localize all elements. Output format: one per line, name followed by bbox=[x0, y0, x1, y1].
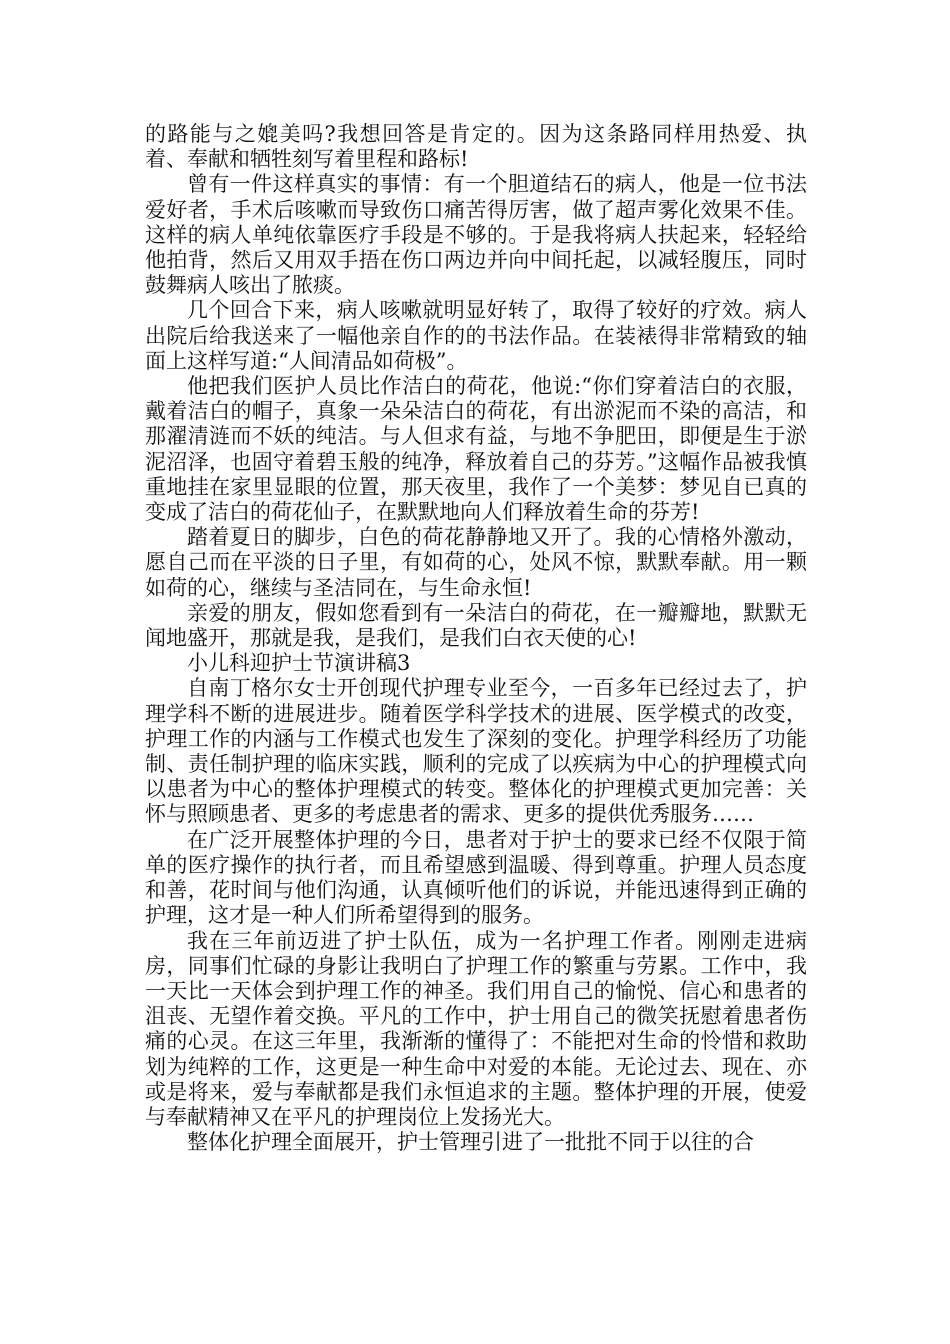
paragraph-1: 的路能与之媲美吗?我想回答是肯定的。因为这条路同样用热爱、执着、奉献和牺牲刻写着里程和路标! bbox=[145, 122, 807, 172]
paragraph-4: 他把我们医护人员比作洁白的荷花，他说:“你们穿着洁白的衣服，戴着洁白的帽子，真象一朵朵洁白的荷花，有出淤泥而不染的高洁，和那濯清涟而不妖的纯洁。与人但求有益，与地不争肥田，即便是生于淤泥沼泽，也固守着碧玉般的纯净，释放着自己的芬芳。”这幅作品被我慎重地挂在家里显眼的位置，那天夜里，我作了一个美梦：梦见自已真的变成了洁白的荷花仙子，在默默地向人们释放着生命的芬芳! bbox=[145, 374, 807, 525]
paragraph-7: 自南丁格尔女士开创现代护理专业至今，一百多年已经过去了，护理学科不断的进展进步。随着医学科学技术的进展、医学模式的改变，护理工作的内涵与工作模式也发生了深刻的变化。护理学科经历了功能制、责任制护理的临床实践，顺利的完成了以疾病为中心的护理模式向以患者为中心的整体护理模式的转变。整体化的护理模式更加完善：关怀与照顾患者、更多的考虑患者的需求、更多的提供优秀服务…… bbox=[145, 676, 807, 827]
paragraph-9: 我在三年前迈进了护士队伍，成为一名护理工作者。刚刚走进病房，同事们忙碌的身影让我明白了护理工作的繁重与劳累。工作中，我一天比一天体会到护理工作的神圣。我们用自己的愉悦、信心和患者的沮丧、无望作着交换。平凡的工作中，护士用自己的微笑抚慰着患者伤痛的心灵。在这三年里，我渐渐的懂得了：不能把对生命的怜惜和救助划为纯粹的工作，这更是一种生命中对爱的本能。无论过去、现在、亦或是将来，爱与奉献都是我们永恒追求的主题。整体护理的开展，使爱与奉献精神又在平凡的护理岗位上发扬光大。 bbox=[145, 928, 807, 1129]
paragraph-6: 亲爱的朋友，假如您看到有一朵洁白的荷花，在一瓣瓣地，默默无闻地盛开，那就是我，是我们，是我们白衣天使的心! bbox=[145, 600, 807, 651]
paragraph-10: 整体化护理全面展开，护士管理引进了一批批不同于以往的合 bbox=[187, 1130, 754, 1155]
section-title: 小儿科迎护士节演讲稿3 bbox=[187, 651, 411, 676]
paragraph-5: 踏着夏日的脚步，白色的荷花静静地又开了。我的心情格外激动，愿自己而在平淡的日子里，有如荷的心，处风不惊，默默奉献。用一颗如荷的心，继续与圣洁同在，与生命永恒! bbox=[145, 525, 807, 600]
paragraph-3: 几个回合下来，病人咳嗽就明显好转了，取得了较好的疗效。病人出院后给我送来了一幅他亲自作的的书法作品。在装裱得非常精致的轴面上这样写道:“人间清品如荷极”。 bbox=[145, 298, 807, 373]
document-page bbox=[145, 122, 807, 1155]
paragraph-8: 在广泛开展整体护理的今日，患者对于护士的要求已经不仅限于简单的医疗操作的执行者，而且希望感到温暖、得到尊重。护理人员态度和善，花时间与他们沟通，认真倾听他们的诉说，并能迅速得到正确的护理，这才是一种人们所希望得到的服务。 bbox=[145, 827, 807, 928]
paragraph-2: 曾有一件这样真实的事情：有一个胆道结石的病人，他是一位书法爱好者，手术后咳嗽而导致伤口痛苦得厉害，做了超声雾化效果不佳。这样的病人单纯依靠医疗手段是不够的。于是我将病人扶起来，轻轻给他拍背，然后又用双手捂在伤口两边并向中间托起，以减轻腹压，同时鼓舞病人咳出了脓痰。 bbox=[145, 172, 807, 298]
